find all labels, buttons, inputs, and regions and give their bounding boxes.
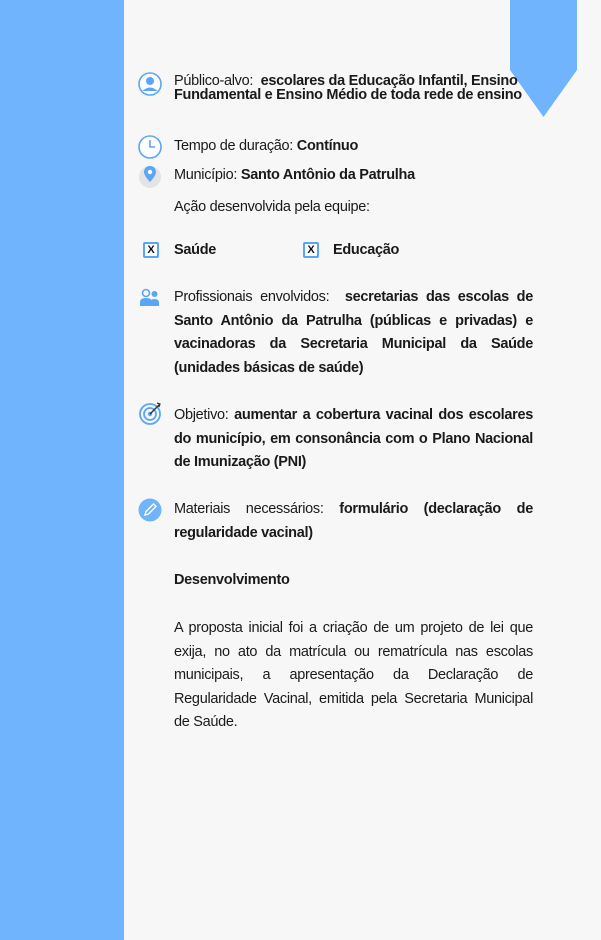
user-icon (138, 72, 162, 96)
objective-label: Objetivo: (174, 407, 229, 423)
clock-icon (138, 135, 162, 159)
duration-label: Tempo de duração: (174, 138, 294, 154)
professionals-label: Profissionais envolvidos: (174, 289, 330, 305)
target-icon (138, 402, 162, 426)
duration-value: Contínuo (296, 138, 358, 154)
target-audience-label: Público-alvo: (174, 73, 254, 89)
target-audience (174, 74, 533, 102)
municipality (174, 164, 533, 188)
municipality-label: Município: (174, 167, 238, 183)
checkbox-educacao[interactable]: X (303, 242, 319, 258)
development-text: A proposta inicial foi a criação de um projeto de lei que exija, no ato da matrícula ou rematrícula nas escolas municipais, a apresentação da Declaração de Regularidade Vacinal, emitida pela Secretaria Municipal de Saúde. (174, 620, 533, 730)
development-heading: Desenvolvimento (174, 572, 290, 588)
side-band (0, 0, 124, 940)
location-pin-icon (138, 164, 162, 188)
pencil-icon (138, 498, 162, 522)
professionals-value: secretarias das escolas de Santo Antônio da Patrulha (públicas e privadas) e vacinadoras da Secretaria Municipal da Saúde (unidades básicas de saúde) (174, 289, 533, 376)
materials (174, 498, 533, 545)
checkbox-educacao-label: Educação (333, 242, 400, 258)
action-label: Ação desenvolvida pela equipe: (174, 199, 370, 215)
target-audience-value: escolares da Educação Infantil, Ensino Fundamental e Ensino Médio de toda rede de ensino (174, 73, 522, 103)
materials-label: Materiais necessários: (174, 501, 324, 517)
municipality-value: Santo Antônio da Patrulha (240, 167, 415, 183)
checkbox-saude[interactable]: X (143, 242, 159, 258)
checkbox-saude-label: Saúde (174, 242, 217, 258)
objective-value: aumentar a cobertura vacinal dos escolares do município, em consonância com o Plano Nacional de Imunização (PNI) (174, 407, 534, 470)
objective (174, 404, 533, 475)
materials-value: formulário (declaração de regularidade vacinal) (174, 501, 533, 541)
team-icon (138, 286, 162, 310)
duration (174, 135, 533, 159)
professionals (174, 286, 533, 380)
